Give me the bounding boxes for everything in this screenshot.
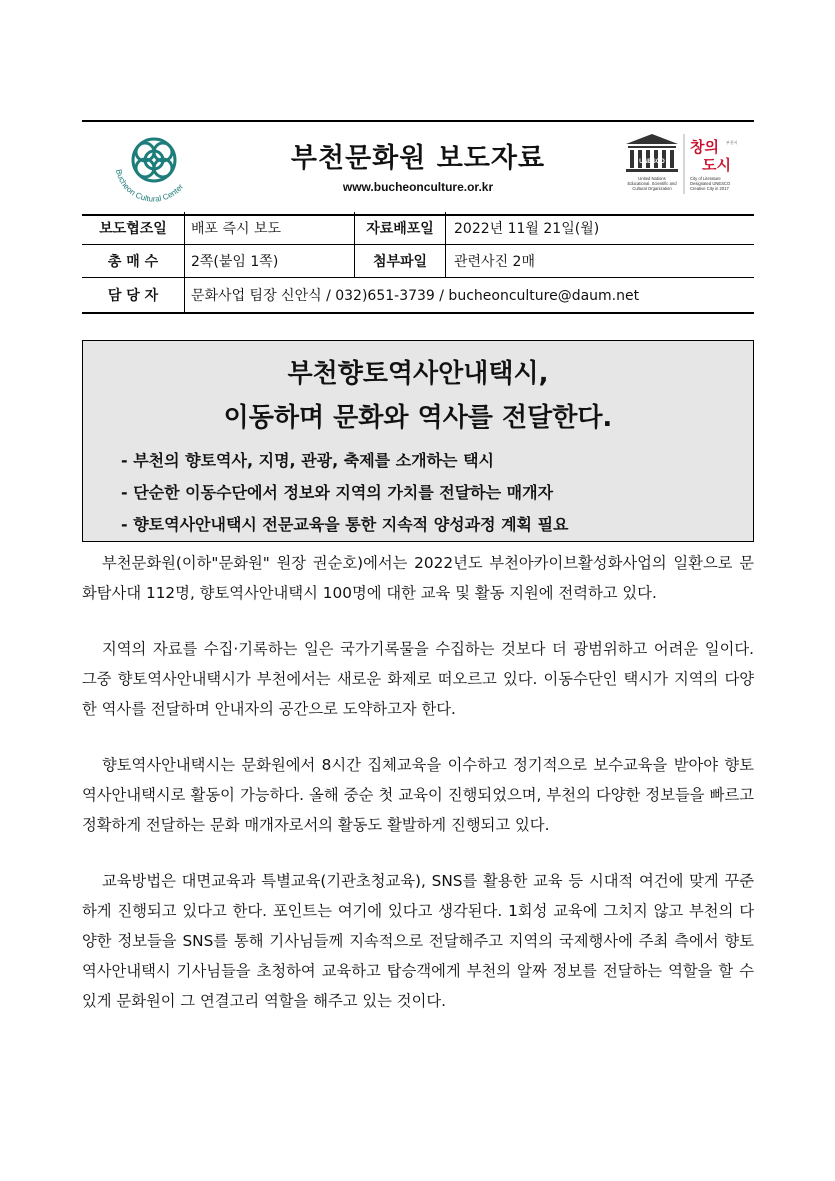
svg-text:도시: 도시 [702,156,731,174]
body-paragraph: 지역의 자료를 수집·기록하는 일은 국가기록물을 수집하는 것보다 더 광범위하고 어려운 일이다. 그중 향토역사안내택시가 부천에서는 새로운 화제로 떠오르고 있다. 이동수단인 택시가 지역의 다양한 역사를 전달하며 안내자의 공간으로 도약하고자 한다. [82,640,754,718]
page-count-label: 총 매 수 [82,245,185,278]
unesco-word: UNESCO [639,159,665,165]
page-count-value: 2쪽(붙임 1쪽) [185,245,355,278]
headline-bullets [121,445,569,541]
attachment-label: 첨부파일 [355,245,446,278]
attachment-value: 관련사진 2매 [446,245,755,278]
headline-line-1: 부천향토역사안내택시, [287,359,549,389]
body-paragraph: 교육방법은 대면교육과 특별교육(기관초청교육), SNS를 활용한 교육 등 시대적 여건에 맞게 꾸준하게 진행되고 있다고 한다. 포인트는 여기에 있다고 생각된다. 1회성 교육에 그치지 않고 부천의 다양한 정보들을 SNS를 통해 기사님들께 지속적으로 전달해주고 지역의 국제행사에 주최 측에서 향토역사안내택시 기사님들을 초청하여 교육하고 탑승객에게 부천의 알짜 정보를 전달하는 역할을 할 수 있게 문화원이 그 연결고리 역할을 해주고 있는 것이다. [82,872,754,1010]
unesco-org-line-2: Educational, Scientific and [627,181,677,186]
unesco-org-line-3: Cultural Organization [632,186,672,191]
unesco-org-line-1: United Nations [638,176,666,181]
creative-city-korean: 창의 [690,138,719,156]
headline-bullet: - 부천의 향토역사, 지명, 관광, 축제를 소개하는 택시 [121,451,494,470]
info-row-2 [82,245,754,278]
release-cooperation-date-value: 배포 즉시 보도 [185,212,355,245]
contact-value: 문화사업 팀장 신안식 / 032)651-3739 / bucheonculture@daum.net [185,278,755,314]
logo-arc-text: Bucheon Cultural Center [113,168,186,204]
contact-label: 담 당 자 [82,278,185,314]
document-header [82,120,754,216]
city-line-1: City of Literature [690,176,721,181]
info-row-3 [82,278,754,314]
headline-line-2: 이동하며 문화와 역사를 전달한다. [223,403,613,433]
release-info-table [82,212,754,314]
headline-box [82,340,754,542]
body-paragraph: 부천문화원(이하"문화원" 원장 권순호)에서는 2022년도 부천아카이브활성화사업의 일환으로 문화탐사대 112명, 향토역사안내택시 100명에 대한 교육 및 활동 지원에 전력하고 있다. [82,554,754,602]
city-line-2: Designated UNESCO [690,181,731,186]
article-body [82,548,754,1042]
release-cooperation-date-label: 보도협조일 [82,212,185,245]
website-url: www.bucheonculture.or.kr [342,180,494,194]
distribution-date-label: 자료배포일 [355,212,446,245]
document-title: 부천문화원 보도자료 [290,143,546,174]
info-row-1 [82,212,754,245]
unesco-creative-city-logo [614,130,754,206]
bucheon-si-label: 부천시 [726,140,738,145]
body-paragraph: 향토역사안내택시는 문화원에서 8시간 집체교육을 이수하고 정기적으로 보수교육을 받아야 향토역사안내택시로 활동이 가능하다. 올해 중순 첫 교육이 진행되었으며, 부천의 다양한 정보들을 빠르고 정확하게 전달하는 문화 매개자로서의 활동도 활발하게 진행되고 있다. [82,756,754,834]
unesco-temple-icon [626,134,678,172]
headline-bullet: - 단순한 이동수단에서 정보와 지역의 가치를 전달하는 매개자 [121,483,554,502]
distribution-date-value: 2022년 11월 21일(월) [446,212,755,245]
city-line-3: Creative City in 2017 [690,186,729,191]
headline-bullet: - 향토역사안내택시 전문교육을 통한 지속적 양성과정 계획 필요 [121,515,569,534]
